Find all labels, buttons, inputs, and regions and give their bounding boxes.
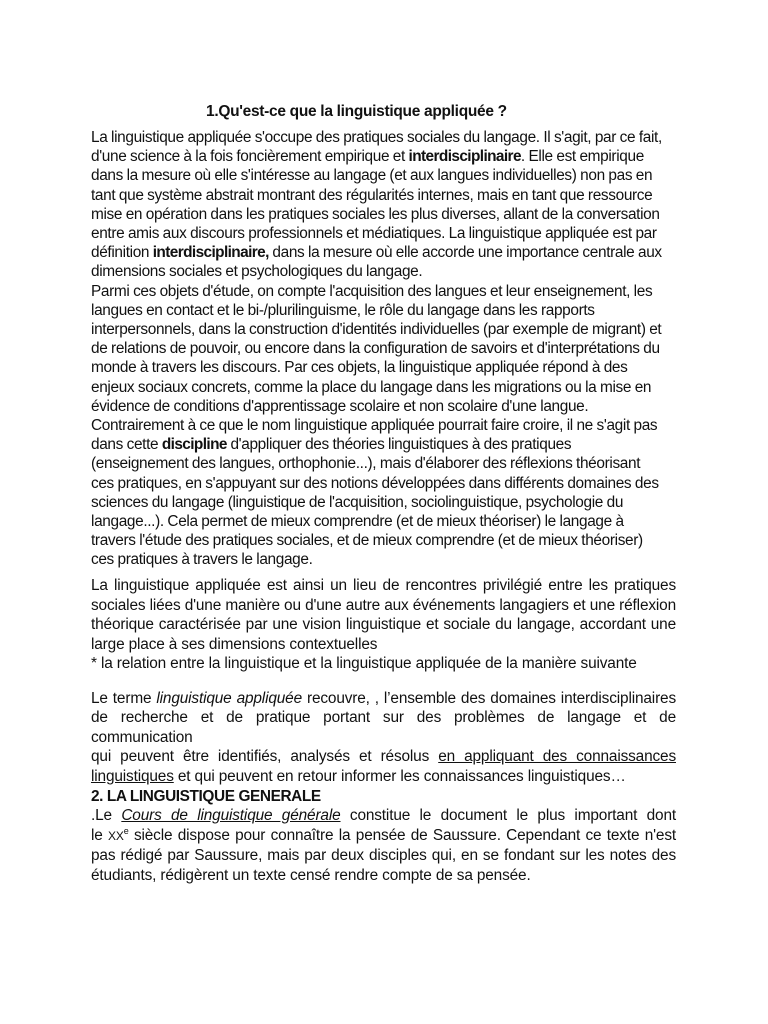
p1-line: entre amis aux discours professionnels et médiatiques. La linguistique appliquée est par bbox=[91, 225, 657, 243]
keyword-interdisciplinaire: interdisciplinaire, bbox=[152, 244, 269, 262]
s2-line bbox=[91, 826, 676, 847]
p5-line bbox=[91, 689, 676, 708]
p1-line bbox=[91, 243, 681, 262]
s2-line: pas rédigé par Saussure, mais par deux disciples qui, en se fondant sur les notes des bbox=[91, 847, 676, 865]
p2-line: de relations de pouvoir, ou encore dans la configuration de savoirs et d'interprétations du bbox=[91, 340, 660, 358]
p2-line: Parmi ces objets d'étude, on compte l'acquisition des langues et leur enseignement, les bbox=[91, 282, 653, 300]
p3-line: (enseignement des langues, orthophonie...), mais d'élaborer des réflexions théorisant bbox=[91, 455, 641, 473]
p4-line: large place à ses dimensions contextuelles bbox=[91, 635, 378, 653]
text-run: dans la mesure où elle accorde une importance centrale aux bbox=[268, 244, 662, 262]
section-2-title: 2. LA LINGUISTIQUE GENERALE bbox=[91, 788, 321, 805]
p2-line: monde à travers les discours. Par ces objets, la linguistique appliquée répond à des bbox=[91, 359, 628, 377]
section-1-definition bbox=[91, 689, 676, 786]
p1-line: tant que système abstrait montrant des régularités internes, mais en tant que ressource bbox=[91, 186, 653, 204]
text-run: qui peuvent être identifiés, analysés et résolus bbox=[91, 748, 439, 766]
text-run: . Elle est empirique bbox=[520, 148, 644, 166]
p3-line: langage...). Cela permet de mieux comprendre (et de mieux théoriser) le langage à bbox=[91, 513, 624, 531]
century-superscript: e bbox=[123, 825, 129, 836]
s2-line: étudiants, rédigèrent un texte censé rendre compte de sa pensée. bbox=[91, 866, 531, 884]
p5-line bbox=[91, 767, 676, 786]
keyword-discipline: discipline bbox=[161, 436, 227, 454]
keyword-interdisciplinaire: interdisciplinaire bbox=[408, 148, 521, 166]
book-title: Cours de linguistique générale bbox=[121, 807, 341, 824]
p3-line: ces pratiques à travers le langage. bbox=[91, 551, 313, 569]
text-run: siècle dispose pour connaître la pensée de Saussure. Cependant ce texte n'est bbox=[128, 826, 677, 844]
p2-line: langues en contact et le bi-/plurilinguisme, le rôle du langage dans les rapports bbox=[91, 301, 595, 319]
p4-line: théorique caractérisée par une vision linguistique et sociale du langage, accordant une bbox=[91, 616, 676, 634]
text-run: Le terme bbox=[91, 690, 157, 707]
p1-line: La linguistique appliquée s'occupe des pratiques sociales du langage. Il s'agit, par ce fait, bbox=[91, 129, 662, 146]
underlined-phrase: en appliquant des connaissances bbox=[438, 748, 676, 766]
p4-line: sociales liées d'une manière ou d'une autre aux événements langagiers et une réflexion bbox=[91, 596, 676, 614]
section-1-title: 1.Qu'est-ce que la linguistique appliquée ? bbox=[206, 103, 507, 120]
p5-line: de recherche et de pratique portant sur des problèmes de langage et de communication bbox=[91, 709, 676, 746]
p2-line: évidence de conditions d'apprentissage scolaire et non scolaire d'une langue. bbox=[91, 397, 589, 415]
text-run: dans cette bbox=[91, 436, 162, 454]
p1-line: mise en opération dans les pratiques sociales les plus diverses, allant de la conversation bbox=[91, 205, 660, 223]
text-run: le bbox=[91, 826, 109, 844]
p1-line bbox=[91, 147, 681, 166]
p3-line: travers l'étude des pratiques sociales, et de mieux comprendre (et de mieux théoriser) bbox=[91, 532, 643, 550]
p1-line: dans la mesure où elle s'intéresse au langage (et aux langues individuelles) non pas en bbox=[91, 167, 653, 185]
p5-line bbox=[91, 747, 676, 766]
text-run: définition bbox=[91, 244, 153, 262]
p2-line: interpersonnels, dans la construction d'identités individuelles (par exemple de migrant) et bbox=[91, 321, 662, 339]
p4-line: La linguistique appliquée est ainsi un lieu de rencontres privilégié entre les pratiques bbox=[91, 577, 676, 594]
section-1-conclusion bbox=[91, 576, 676, 674]
p3-line: sciences du langage (linguistique de l'acquisition, sociolinguistique, psychologie du bbox=[91, 493, 624, 511]
p3-line: ces pratiques, en s'appuyant sur des notions développées dans différents domaines des bbox=[91, 474, 659, 492]
s2-line bbox=[91, 806, 676, 826]
p4-line: * la relation entre la linguistique et la linguistique appliquée de la manière suivante bbox=[91, 655, 637, 673]
underlined-phrase: linguistiques bbox=[91, 767, 174, 785]
text-run: d'une science à la fois foncièrement empirique et bbox=[91, 148, 409, 166]
text-run: .Le bbox=[91, 807, 122, 824]
p3-line: Contrairement à ce que le nom linguistique appliquée pourrait faire croire, il ne s'agit pas bbox=[91, 417, 658, 435]
text-run: d'appliquer des théories linguistiques à des pratiques bbox=[226, 436, 572, 454]
section-2-body bbox=[91, 806, 676, 885]
p3-line bbox=[91, 435, 681, 454]
term-linguistique-appliquee: linguistique appliquée bbox=[156, 690, 302, 707]
p2-line: enjeux sociaux concrets, comme la place du langage dans les migrations ou la mise en bbox=[91, 378, 652, 396]
text-run: recouvre, , l’ensemble des domaines interdisciplinaires bbox=[302, 690, 676, 707]
section-1-body bbox=[91, 128, 681, 570]
p1-line: dimensions sociales et psychologiques du langage. bbox=[91, 263, 423, 281]
text-run: et qui peuvent en retour informer les connaissances linguistiques… bbox=[173, 767, 626, 785]
text-run: constitue le document le plus important dont bbox=[340, 807, 676, 824]
century-numeral: XX bbox=[108, 828, 124, 843]
